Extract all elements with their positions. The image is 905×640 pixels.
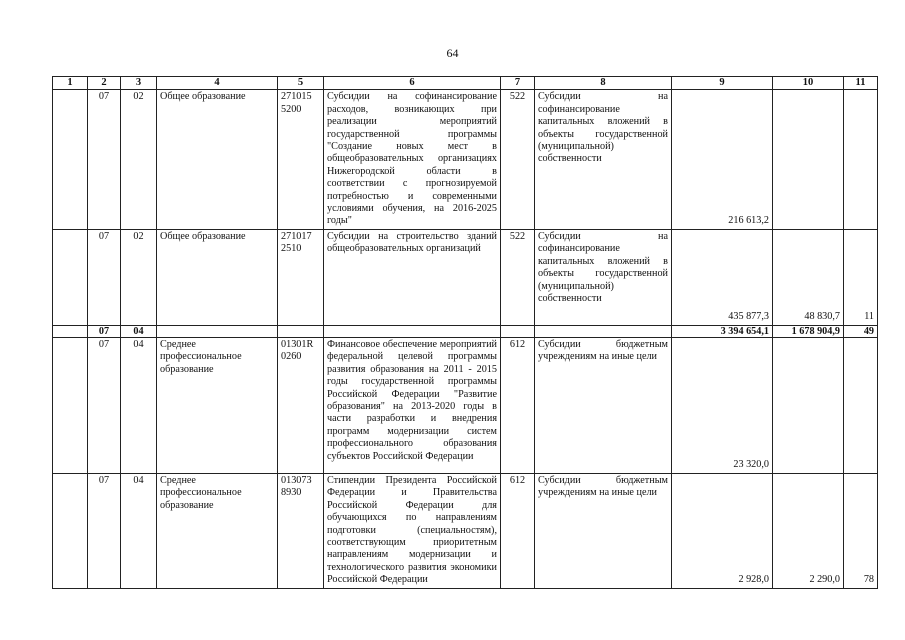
col-1-cell — [53, 90, 88, 229]
expense-type-name-cell: Субсидии бюджетным учреждениям на иные цели — [535, 337, 672, 473]
header-cell: 7 — [501, 77, 535, 90]
target-code-cell: 01301R 0260 — [278, 337, 324, 473]
percent-cell — [844, 90, 878, 229]
subtotal-amount-cell: 3 394 654,1 — [672, 325, 773, 337]
section-name-cell: Общее образование — [157, 90, 278, 229]
table-row — [53, 337, 878, 473]
table-row — [53, 229, 878, 325]
header-cell: 1 — [53, 77, 88, 90]
amount-2-cell: 48 830,7 — [773, 229, 844, 325]
header-cell: 9 — [672, 77, 773, 90]
amount-cell: 435 877,3 — [672, 229, 773, 325]
target-code-cell — [278, 325, 324, 337]
header-cell: 3 — [121, 77, 157, 90]
section-code-cell: 07 — [88, 90, 121, 229]
expense-type-code-cell: 612 — [501, 473, 535, 588]
percent-cell: 11 — [844, 229, 878, 325]
header-cell: 2 — [88, 77, 121, 90]
description-cell — [324, 325, 501, 337]
section-name-cell: Среднее профессиональное образование — [157, 337, 278, 473]
section-code-cell: 07 — [88, 473, 121, 588]
header-cell: 4 — [157, 77, 278, 90]
section-name-cell — [157, 325, 278, 337]
subtotal-row — [53, 325, 878, 337]
table-row — [53, 90, 878, 229]
expense-type-code-cell: 522 — [501, 90, 535, 229]
header-cell: 5 — [278, 77, 324, 90]
expense-type-code-cell: 522 — [501, 229, 535, 325]
subsection-code-cell: 04 — [121, 473, 157, 588]
subsection-code-cell: 02 — [121, 90, 157, 229]
col-1-cell — [53, 337, 88, 473]
header-cell: 6 — [324, 77, 501, 90]
col-1-cell — [53, 325, 88, 337]
subsection-code-cell: 04 — [121, 337, 157, 473]
section-code-cell: 07 — [88, 229, 121, 325]
subtotal-amount-2-cell: 1 678 904,9 — [773, 325, 844, 337]
section-code-cell: 07 — [88, 337, 121, 473]
table-header-row — [53, 77, 878, 90]
percent-cell: 78 — [844, 473, 878, 588]
amount-2-cell — [773, 337, 844, 473]
header-cell: 8 — [535, 77, 672, 90]
subsection-code-cell: 02 — [121, 229, 157, 325]
amount-cell: 23 320,0 — [672, 337, 773, 473]
col-1-cell — [53, 473, 88, 588]
description-cell: Стипендии Президента Российской Федерации и Правительства Российской Федерации для обучающихся по направлениям подготовки (специальностям), соответствующим приоритетным направлениям модернизации и технологического развития экономики Российской Федерации — [324, 473, 501, 588]
description-cell: Субсидии на софинансирование расходов, возникающих при реализации мероприятий государственной программы "Создание новых мест в общеобразовательных организациях Нижегородской области в соответствии с прогнозируемой потребностью и современными условиями обучения, на 2016-2025 годы" — [324, 90, 501, 229]
section-code-cell: 07 — [88, 325, 121, 337]
subtotal-percent-cell: 49 — [844, 325, 878, 337]
amount-cell: 2 928,0 — [672, 473, 773, 588]
expense-type-code-cell: 612 — [501, 337, 535, 473]
target-code-cell: 013073 8930 — [278, 473, 324, 588]
expense-type-name-cell — [535, 325, 672, 337]
expense-type-name-cell: Субсидии бюджетным учреждениям на иные цели — [535, 473, 672, 588]
expense-type-code-cell — [501, 325, 535, 337]
header-cell: 11 — [844, 77, 878, 90]
header-cell: 10 — [773, 77, 844, 90]
subsection-code-cell: 04 — [121, 325, 157, 337]
section-name-cell: Среднее профессиональное образование — [157, 473, 278, 588]
amount-cell: 216 613,2 — [672, 90, 773, 229]
target-code-cell: 271015 5200 — [278, 90, 324, 229]
col-1-cell — [53, 229, 88, 325]
description-cell: Субсидии на строительство зданий общеобразовательных организаций — [324, 229, 501, 325]
expense-type-name-cell: Субсидии на софинансирование капитальных вложений в объекты государственной (муниципальной) собственности — [535, 90, 672, 229]
percent-cell — [844, 337, 878, 473]
amount-2-cell: 2 290,0 — [773, 473, 844, 588]
budget-table — [52, 76, 878, 589]
expense-type-name-cell: Субсидии на софинансирование капитальных вложений в объекты государственной (муниципальной) собственности — [535, 229, 672, 325]
page-number: 64 — [446, 46, 459, 60]
table-row — [53, 473, 878, 588]
section-name-cell: Общее образование — [157, 229, 278, 325]
description-cell: Финансовое обеспечение мероприятий федеральной целевой программы развития образования на 2011 - 2015 годы государственной программы Российской Федерации "Развитие образования" на 2013-2020 годы в части разработки и внедрения программ модернизации систем профессионального образования субъектов Российской Федерации — [324, 337, 501, 473]
amount-2-cell — [773, 90, 844, 229]
target-code-cell: 271017 2510 — [278, 229, 324, 325]
